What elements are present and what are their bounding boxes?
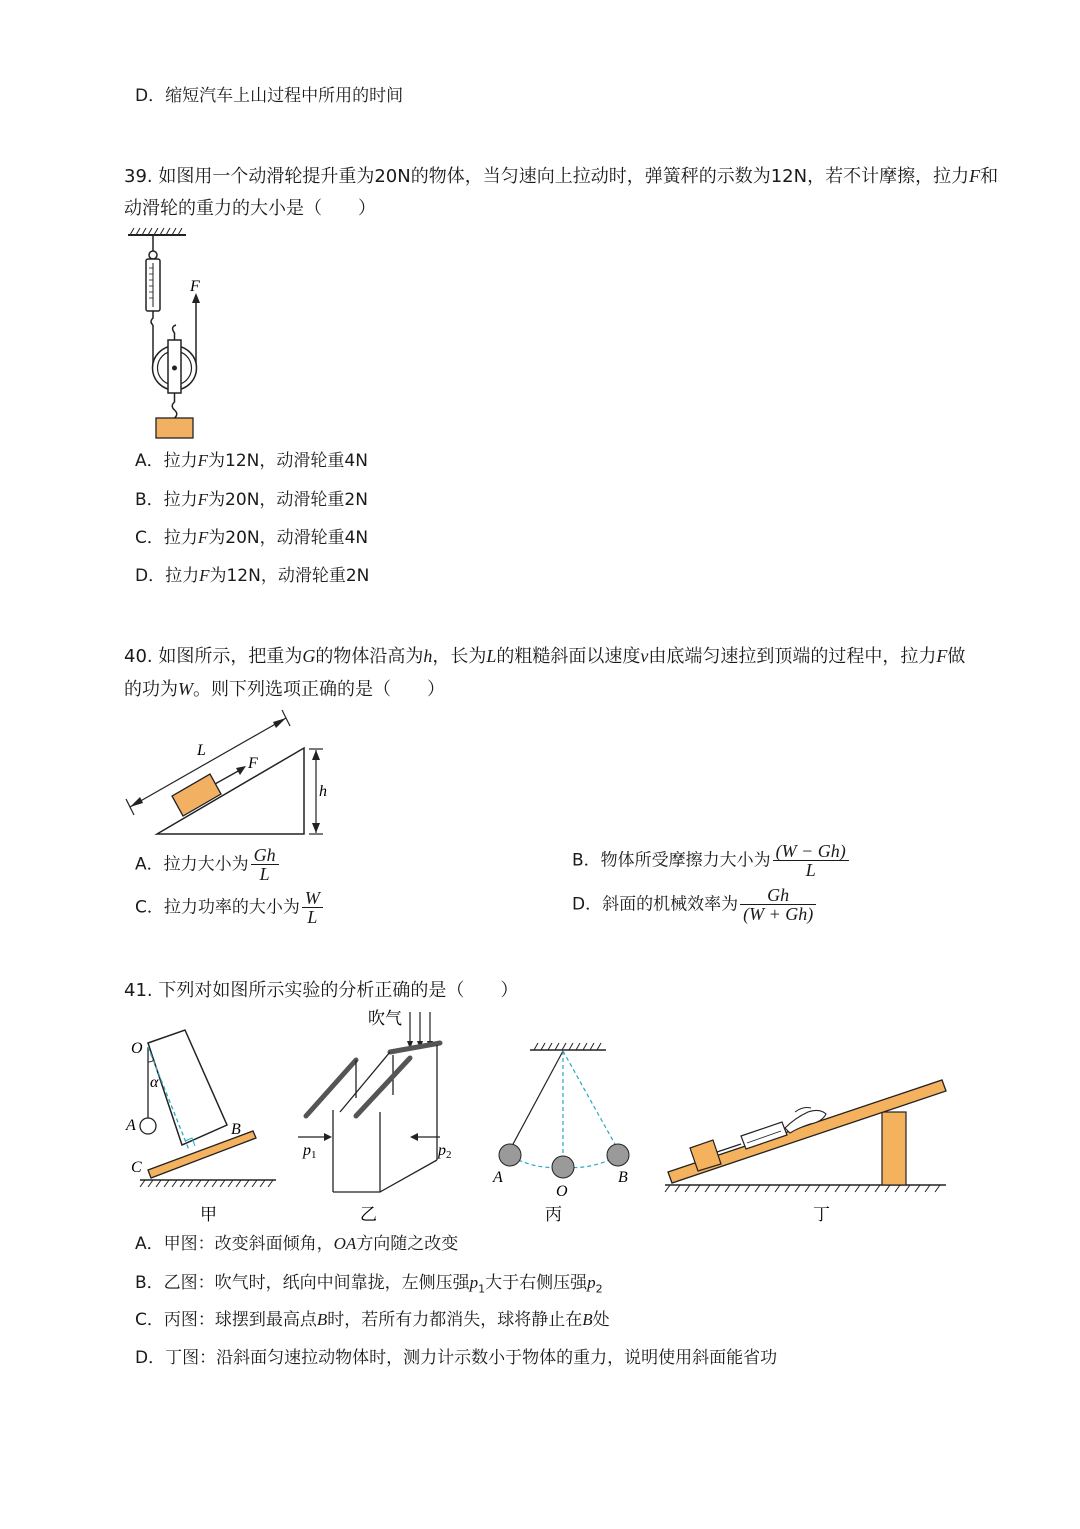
q40-label-F: F — [248, 755, 258, 772]
q41-yi-caption: 乙 — [360, 1205, 377, 1225]
q41-jia-label-C: C — [131, 1159, 142, 1176]
q40-option-d: D．斜面的机械效率为 $\frac{Gh}{(W + Gh)}$ — [572, 886, 816, 923]
q41-yi-label-blow: 吹气 — [368, 1009, 402, 1029]
q39-stem-line-1: 39. 如图用一个动滑轮提升重为20N的物体，当匀速向上拉动时，弹簧秤的示数为12N，若不计摩擦，拉力F和 — [124, 166, 999, 187]
q41-figure-yi — [298, 1009, 452, 1225]
q41-yi-label-p2: p2 — [438, 1142, 452, 1161]
q40-label-h: h — [319, 783, 327, 800]
q40-option-d-fraction: $\frac{Gh}{(W + Gh)}$ — [740, 886, 816, 923]
q41-option-d: D．丁图：沿斜面匀速拉动物体时，测力计示数小于物体的重力，说明使用斜面能省功 — [135, 1348, 778, 1368]
q39-option-a: A．拉力F为12N，动滑轮重4N — [135, 451, 368, 471]
q41-bing-label-O: O — [556, 1183, 568, 1200]
q39-option-d: D．拉力F为12N，动滑轮重2N — [135, 566, 370, 586]
q41-ding-caption: 丁 — [813, 1205, 830, 1225]
q41-option-a: A．甲图：改变斜面倾角，OA方向随之改变 — [135, 1234, 459, 1254]
q41-jia-label-O: O — [131, 1040, 143, 1057]
q38-option-d: D．缩短汽车上山过程中所用的时间 — [135, 86, 404, 106]
q40-option-a: A．拉力大小为 $\frac{Gh}{L}$ — [135, 846, 279, 883]
q41-figure-ding — [665, 1080, 946, 1225]
q41-bing-label-A: A — [493, 1169, 503, 1186]
q39-stem-line-2: 动滑轮的重力的大小是（ ） — [124, 198, 376, 219]
q41-bing-caption: 丙 — [545, 1205, 562, 1225]
q40-label-L: L — [197, 742, 206, 759]
q41-yi-label-p1: p1 — [303, 1142, 317, 1161]
q41-figure-bing — [492, 1043, 629, 1225]
q39-option-c: C．拉力F为20N，动滑轮重4N — [135, 528, 369, 548]
q41-stem: 41. 下列对如图所示实验的分析正确的是（ ） — [124, 980, 519, 1001]
q41-bing-label-B: B — [618, 1169, 628, 1186]
q39-label-F: F — [190, 278, 200, 295]
q40-option-c-fraction: $\frac{W}{L}$ — [302, 889, 323, 926]
q39-option-b: B．拉力F为20N，动滑轮重2N — [135, 490, 368, 510]
q41-jia-label-B: B — [231, 1121, 241, 1138]
q41-option-c: C．丙图：球摆到最高点B时，若所有力都消失，球将静止在B处 — [135, 1310, 610, 1330]
q41-figure-jia — [125, 1030, 276, 1225]
q41-jia-label-A: A — [126, 1117, 136, 1134]
q40-option-b-fraction: $\frac{(W - Gh)}{L}$ — [773, 842, 849, 879]
q40-stem-line-1: 40. 如图所示，把重为G的物体沿高为h，长为L的粗糙斜面以速度v由底端匀速拉到顶端的过程中，拉力F做 — [124, 646, 966, 667]
q40-option-c: C．拉力功率的大小为 $\frac{W}{L}$ — [135, 889, 323, 926]
q40-option-b: B．物体所受摩擦力大小为 $\frac{(W - Gh)}{L}$ — [572, 842, 849, 879]
q40-stem-line-2: 的功为W。则下列选项正确的是（ ） — [124, 679, 445, 700]
q41-jia-caption: 甲 — [200, 1205, 217, 1225]
q41-jia-label-alpha: α — [150, 1074, 159, 1091]
q40-option-a-fraction: $\frac{Gh}{L}$ — [251, 846, 279, 883]
q41-option-b: B．乙图：吹气时，纸向中间靠拢，左侧压强$p_1$大于右侧压强$p_2$ — [135, 1273, 603, 1296]
